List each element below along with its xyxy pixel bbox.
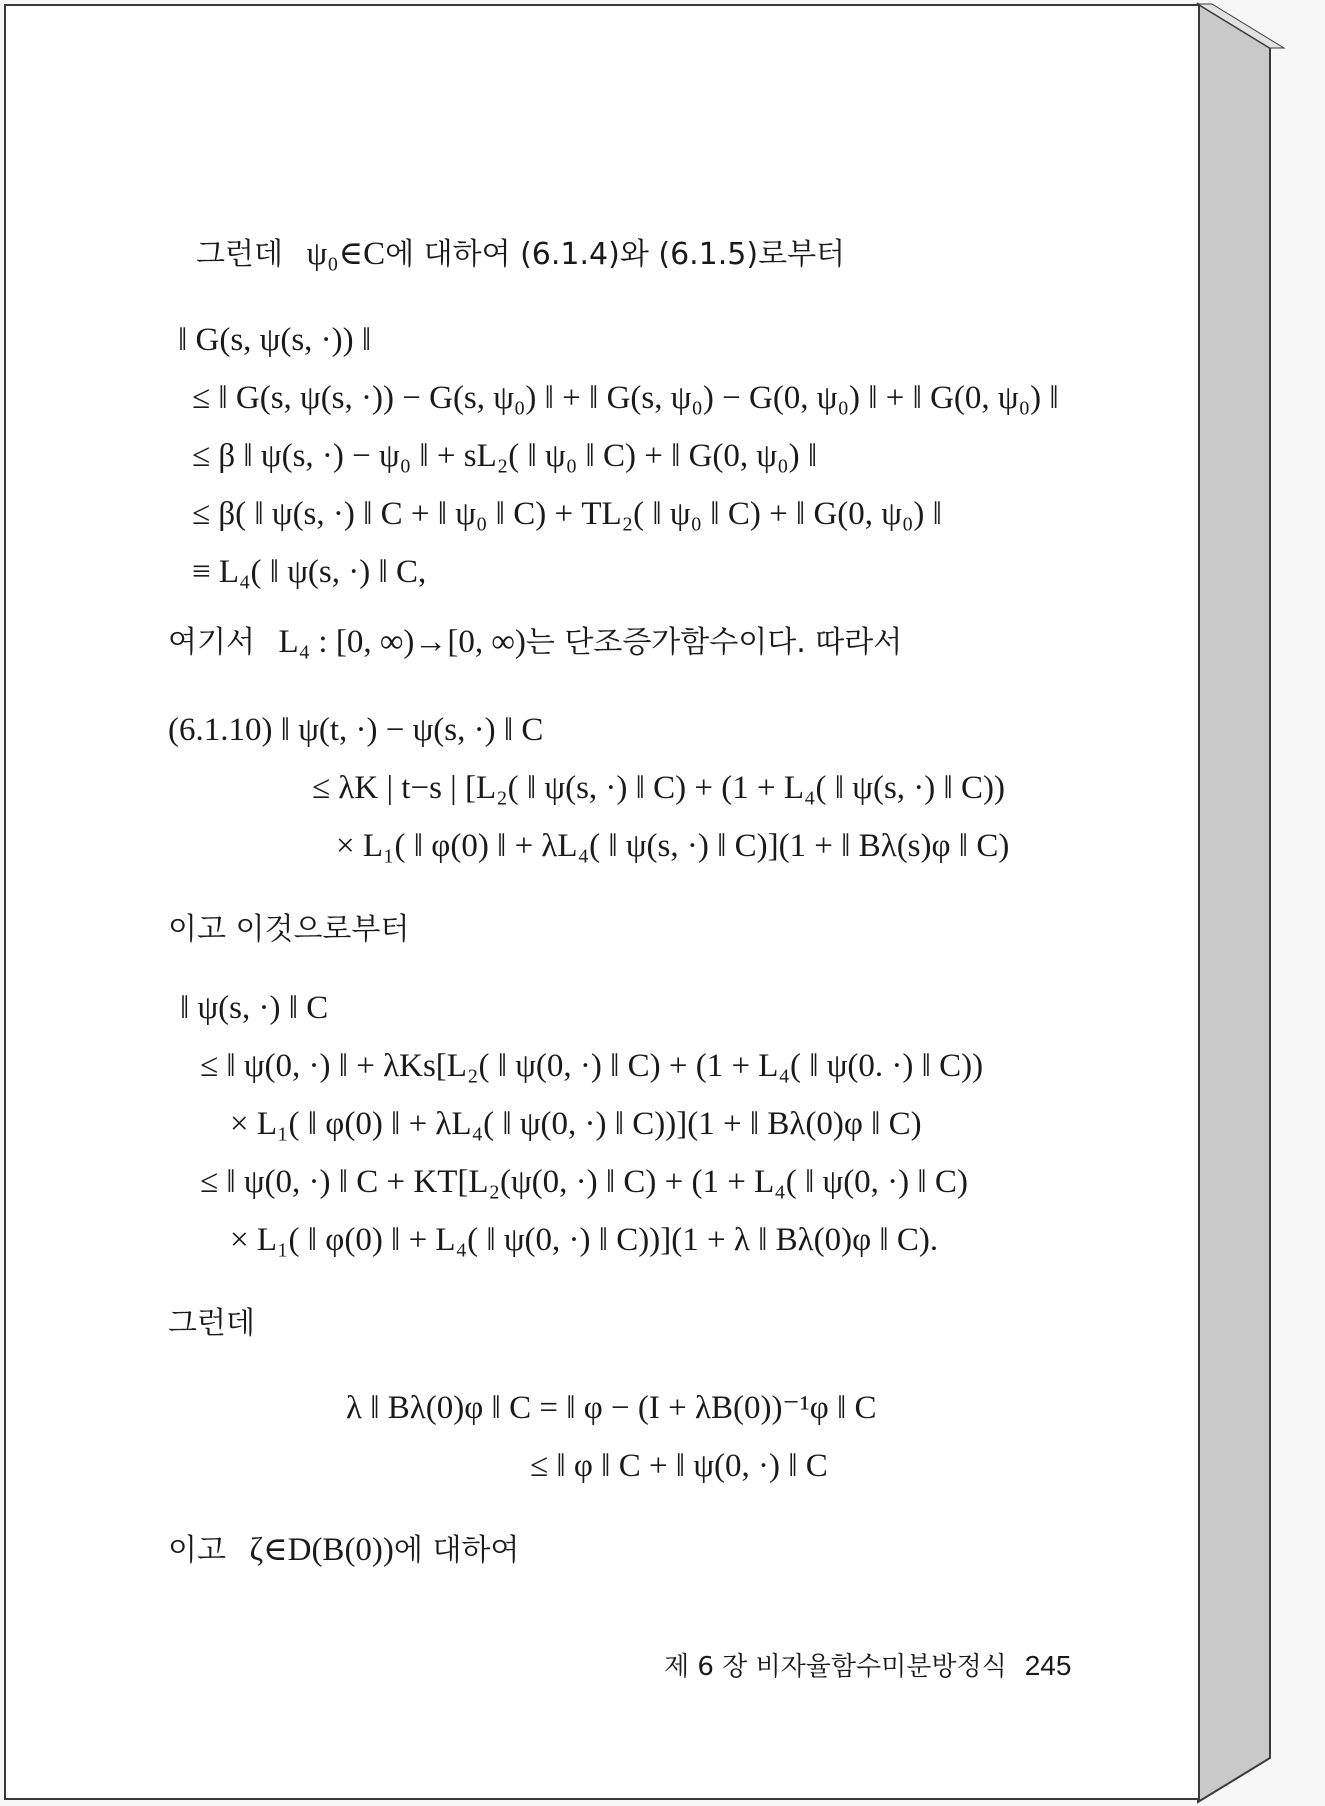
para2-text-2: 는 단조증가함수이다. 따라서 xyxy=(525,625,903,660)
para2-math: L₄ : [0, ∞)→[0, ∞) xyxy=(278,624,526,660)
eq3-line-4: ≤ ‖ ψ(0, ·) ‖ C + KT[L₂(ψ(0, ·) ‖ C) + (1 + L₄( ‖ ψ(0, ·) ‖ C) xyxy=(200,1164,968,1200)
para4: 그런데 xyxy=(168,1306,255,1341)
para5-text: 이고 xyxy=(168,1533,226,1568)
eq1-line-4: ≤ β( ‖ ψ(s, ·) ‖ C + ‖ ψ₀ ‖ C) + TL₂( ‖ ψ₀ ‖ C) + ‖ G(0, ψ₀) ‖ xyxy=(192,496,942,532)
book-page xyxy=(4,4,1200,1800)
eq1-line-2: ≤ ‖ G(s, ψ(s, ·)) − G(s, ψ₀) ‖ + ‖ G(s, ψ₀) − G(0, ψ₀) ‖ + ‖ G(0, ψ₀) ‖ xyxy=(192,380,1059,416)
page-number: 245 xyxy=(1024,1650,1072,1681)
para2-text: 여기서 xyxy=(168,625,255,660)
eq2-line-1: (6.1.10) ‖ ψ(t, ·) − ψ(s, ·) ‖ C xyxy=(168,712,544,748)
para5-math: ζ∈D(B(0)) xyxy=(249,1532,394,1568)
eq4-line-2: ≤ ‖ φ ‖ C + ‖ ψ(0, ·) ‖ C xyxy=(530,1448,828,1484)
intro-text: 그런데 xyxy=(196,237,283,272)
eq1-line-3: ≤ β ‖ ψ(s, ·) − ψ₀ ‖ + sL₂( ‖ ψ₀ ‖ C) + ‖ G(0, ψ₀) ‖ xyxy=(192,438,818,474)
para3: 이고 이것으로부터 xyxy=(168,912,410,947)
eq2-line-3: × L₁( ‖ φ(0) ‖ + λL₄( ‖ ψ(s, ·) ‖ C)](1 + ‖ Bλ(s)φ ‖ C) xyxy=(336,828,1010,864)
page-footer xyxy=(664,1646,1071,1683)
para2-line xyxy=(168,622,902,663)
eq4-line-1: λ ‖ Bλ(0)φ ‖ C = ‖ φ − (I + λB(0))⁻¹φ ‖ C xyxy=(346,1390,877,1426)
eq1-line-1: ‖ G(s, ψ(s, ·)) ‖ xyxy=(178,322,372,358)
intro-text-2: 에 대하여 (6.1.4)와 (6.1.5)로부터 xyxy=(385,237,846,272)
eq3-line-5: × L₁( ‖ φ(0) ‖ + L₄( ‖ ψ(0, ·) ‖ C))](1 + λ ‖ Bλ(0)φ ‖ C). xyxy=(230,1222,939,1258)
eq2-line-2: ≤ λK | t−s | [L₂( ‖ ψ(s, ·) ‖ C) + (1 + L₄( ‖ ψ(s, ·) ‖ C)) xyxy=(312,770,1006,806)
eq3-line-2: ≤ ‖ ψ(0, ·) ‖ + λKs[L₂( ‖ ψ(0, ·) ‖ C) + (1 + L₄( ‖ ψ(0. ·) ‖ C)) xyxy=(200,1048,984,1084)
footer-chapter: 제 6 장 비자율함수미분방정식 xyxy=(664,1652,1007,1682)
eq3-line-3: × L₁( ‖ φ(0) ‖ + λL₄( ‖ ψ(0, ·) ‖ C))](1 + ‖ Bλ(0)φ ‖ C) xyxy=(230,1106,922,1142)
eq1-line-5: ≡ L₄( ‖ ψ(s, ·) ‖ C, xyxy=(192,554,427,590)
para5-line xyxy=(168,1530,519,1571)
eq3-line-1: ‖ ψ(s, ·) ‖ C xyxy=(180,990,329,1026)
intro-math: ψ₀∈C xyxy=(306,236,386,272)
para5-text-2: 에 대하여 xyxy=(393,1533,520,1568)
intro-line xyxy=(196,234,845,275)
